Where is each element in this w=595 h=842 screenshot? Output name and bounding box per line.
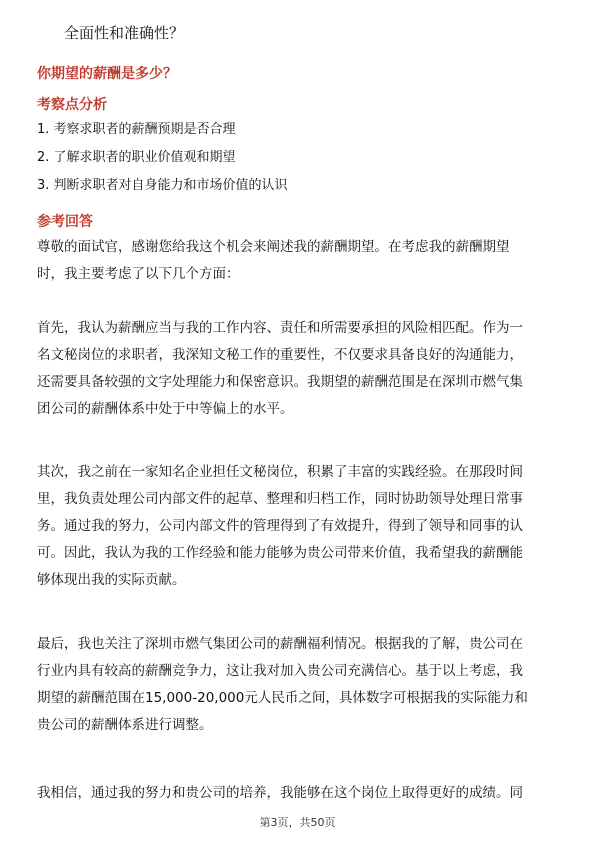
answer-heading: 参考回答 <box>37 214 93 230</box>
paragraph-line: 我相信，通过我的努力和贵公司的培养，我能够在这个岗位上取得更好的成绩。同 <box>37 785 523 801</box>
analysis-point-3: 3. 判断求职者对自身能力和市场价值的认识 <box>37 178 288 193</box>
answer-paragraph-5 <box>37 780 559 807</box>
paragraph-line: 尊敬的面试官，感谢您给我这个机会来阐述我的薪酬期望。在考虑我的薪酬期望 <box>37 239 510 255</box>
answer-paragraph-4 <box>37 631 559 739</box>
paragraph-line: 名文秘岗位的求职者，我深知文秘工作的重要性，不仅要求具备良好的沟通能力， <box>37 347 523 363</box>
paragraph-line: 其次，我之前在一家知名企业担任文秘岗位，积累了丰富的实践经验。在那段时间 <box>37 464 523 480</box>
paragraph-line: 贵公司的薪酬体系进行调整。 <box>37 717 213 733</box>
analysis-heading: 考察点分析 <box>37 97 107 113</box>
paragraph-line: 最后，我也关注了深圳市燃气集团公司的薪酬福利情况。根据我的了解，贵公司在 <box>37 636 523 652</box>
answer-paragraph-1 <box>37 234 559 288</box>
answer-paragraph-2 <box>37 315 559 423</box>
question-heading: 你期望的薪酬是多少？ <box>37 66 177 82</box>
paragraph-line: 首先，我认为薪酬应当与我的工作内容、责任和所需要承担的风险相匹配。作为一 <box>37 320 523 336</box>
paragraph-line: 时，我主要考虑了以下几个方面： <box>37 266 240 282</box>
paragraph-line: 行业内具有较高的薪酬竞争力，这让我对加入贵公司充满信心。基于以上考虑，我 <box>37 663 523 679</box>
analysis-point-1: 1. 考察求职者的薪酬预期是否合理 <box>37 122 236 137</box>
paragraph-line: 可。因此，我认为我的工作经验和能力能够为贵公司带来价值，我希望我的薪酬能 <box>37 545 523 561</box>
paragraph-line: 期望的薪酬范围在15,000-20,000元人民币之间，具体数字可根据我的实际能力和 <box>37 690 528 706</box>
paragraph-line: 务。通过我的努力，公司内部文件的管理得到了有效提升，得到了领导和同事的认 <box>37 518 523 534</box>
answer-paragraph-3 <box>37 459 559 594</box>
analysis-point-2: 2. 了解求职者的职业价值观和期望 <box>37 150 236 165</box>
paragraph-line: 里，我负责处理公司内部文件的起草、整理和归档工作，同时协助领导处理日常事 <box>37 491 523 507</box>
page-number: 第3页，共50页 <box>259 816 336 829</box>
paragraph-line: 团公司的薪酬体系中处于中等偏上的水平。 <box>37 401 294 417</box>
paragraph-line: 还需要具备较强的文字处理能力和保密意识。我期望的薪酬范围是在深圳市燃气集 <box>37 374 523 390</box>
paragraph-line: 够体现出我的实际贡献。 <box>37 572 186 588</box>
previous-answer-tail: 全面性和准确性？ <box>64 24 185 42</box>
